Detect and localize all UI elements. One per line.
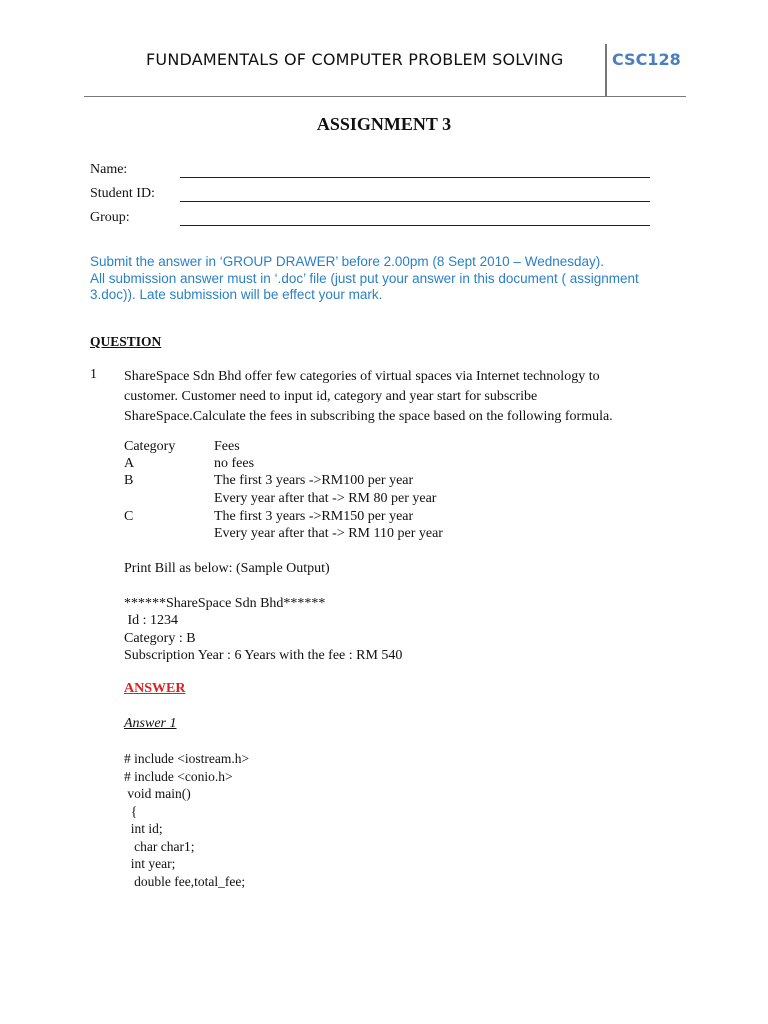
question-text bbox=[124, 367, 664, 427]
student-id-line bbox=[180, 201, 650, 202]
fees-cell: Every year after that -> RM 80 per year bbox=[214, 491, 437, 506]
fees-header: Fees bbox=[214, 439, 240, 454]
code-line: void main() bbox=[124, 786, 191, 801]
header-divider bbox=[605, 44, 607, 96]
code-line: int year; bbox=[124, 856, 176, 871]
category-header: Category bbox=[124, 439, 176, 454]
group-line bbox=[180, 225, 650, 226]
sample-output-line: ******ShareSpace Sdn Bhd****** bbox=[124, 596, 326, 611]
code-line: int id; bbox=[124, 821, 163, 836]
code-line: char char1; bbox=[124, 838, 195, 854]
group-label: Group: bbox=[90, 210, 130, 225]
print-bill-label: Print Bill as below: (Sample Output) bbox=[124, 561, 330, 576]
category-cell: C bbox=[124, 509, 134, 524]
question-line: customer. Customer need to input id, category and year start for subscribe bbox=[124, 389, 538, 404]
answer-subheading: Answer 1 bbox=[124, 716, 177, 731]
code-line: # include <conio.h> bbox=[124, 768, 233, 784]
sample-output-line: Category : B bbox=[124, 631, 196, 646]
fees-cell: Every year after that -> RM 110 per year bbox=[214, 526, 443, 541]
sample-output-line: Subscription Year : 6 Years with the fee : RM 540 bbox=[124, 648, 403, 663]
question-line: ShareSpace.Calculate the fees in subscribing the space based on the following formula. bbox=[124, 409, 613, 424]
assignment-title: ASSIGNMENT 3 bbox=[316, 114, 452, 134]
question-number: 1 bbox=[90, 367, 97, 382]
note-line: All submission answer must in ‘.doc’ file (just put your answer in this document ( assignment bbox=[90, 270, 639, 286]
fee-table-row bbox=[124, 473, 414, 489]
fee-table-header bbox=[124, 439, 240, 455]
category-cell: B bbox=[124, 473, 134, 488]
sample-output-line: Id : 1234 bbox=[124, 613, 179, 628]
page-header bbox=[84, 44, 686, 97]
name-label: Name: bbox=[90, 162, 128, 177]
note-line: Submit the answer in ‘GROUP DRAWER’ before 2.00pm (8 Sept 2010 – Wednesday). bbox=[90, 254, 604, 269]
fees-cell: The first 3 years ->RM100 per year bbox=[214, 473, 414, 488]
fees-cell: no fees bbox=[214, 456, 255, 471]
fee-table-row bbox=[124, 509, 414, 525]
course-code: CSC128 bbox=[612, 50, 681, 69]
name-line bbox=[180, 177, 650, 178]
category-cell: A bbox=[124, 456, 135, 471]
course-title: FUNDAMENTALS OF COMPUTER PROBLEM SOLVING bbox=[146, 50, 564, 69]
question-heading: QUESTION bbox=[90, 334, 162, 349]
answer-heading: ANSWER bbox=[124, 681, 186, 696]
fees-cell: The first 3 years ->RM150 per year bbox=[214, 509, 414, 524]
code-line: { bbox=[124, 803, 138, 819]
question-line: ShareSpace Sdn Bhd offer few categories of virtual spaces via Internet technology to bbox=[124, 369, 600, 384]
fee-table-row bbox=[124, 456, 255, 472]
student-id-label: Student ID: bbox=[90, 186, 155, 201]
note-line: 3.doc)). Late submission will be effect your mark. bbox=[90, 287, 383, 302]
code-line: double fee,total_fee; bbox=[124, 873, 246, 889]
code-block bbox=[124, 750, 249, 890]
submission-note bbox=[90, 254, 690, 304]
code-line: # include <iostream.h> bbox=[124, 751, 250, 766]
